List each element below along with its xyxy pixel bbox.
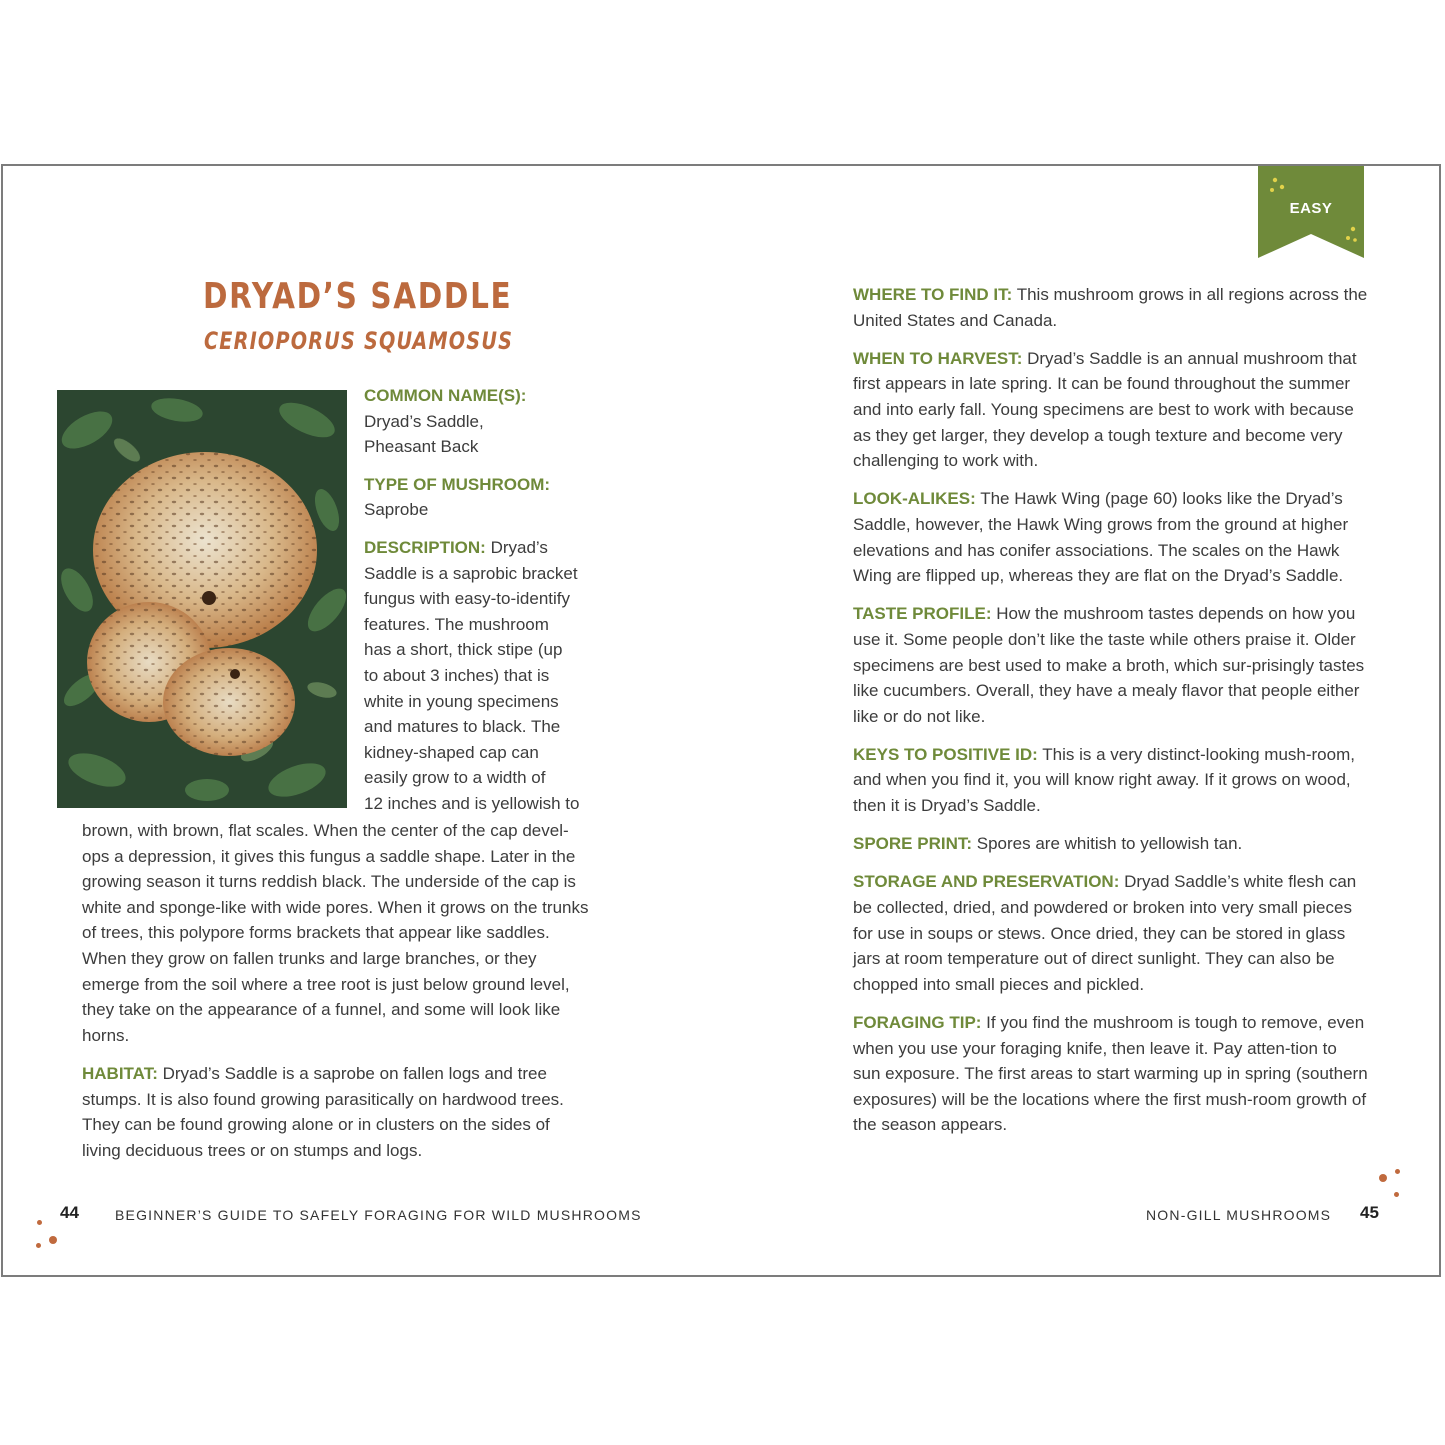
section-label: LOOK-ALIKES: [853, 489, 976, 509]
section-paragraph [853, 1010, 1368, 1138]
decorative-dot [1379, 1174, 1387, 1182]
section-text: This mushroom grows in all regions across the United States and Canada. [853, 285, 1368, 330]
page-number-right: 45 [1360, 1203, 1379, 1222]
description-line: 12 inches and is yellowish to [364, 793, 580, 813]
section-label: WHERE TO FIND IT: [853, 285, 1013, 304]
section-label: TASTE PROFILE: [853, 604, 992, 624]
species-title: DRYAD’S SADDLE [203, 276, 513, 317]
description-line: has a short, thick stipe (up [364, 640, 563, 660]
section-label: STORAGE AND PRESERVATION: [853, 872, 1120, 892]
description-line: white in young specimens [364, 691, 559, 711]
description-line: Dryad’s [485, 537, 548, 557]
section-paragraph [853, 869, 1368, 997]
description-line: fungus with easy-to-identify [364, 589, 570, 609]
description-line: and matures to black. The [364, 717, 561, 737]
common-names-line1: Dryad’s Saddle, [364, 411, 484, 431]
section-label: FORAGING TIP: [853, 1013, 982, 1032]
common-names-line2: Pheasant Back [364, 437, 479, 457]
decorative-dot [1395, 1169, 1400, 1174]
description-line: features. The mushroom [364, 614, 549, 634]
habitat-paragraph [82, 1061, 592, 1163]
section-label: WHEN TO HARVEST: [853, 348, 1023, 368]
decorative-dot [37, 1220, 42, 1225]
section-text: Dryad Saddle’s white flesh can be collected, dried, and powdered or broken into very small pieces for use in soups or stews. Once dried, they can be stored in glass jars at room temperature out of direct sunlight. They can also be chopped into small pieces and pickled. [853, 872, 1357, 994]
common-names-label: COMMON NAME(S): [364, 386, 527, 405]
mushroom-photo [57, 390, 347, 808]
type-label: TYPE OF MUSHROOM: [364, 474, 551, 494]
section-paragraph [853, 831, 1368, 857]
section-paragraph [853, 282, 1368, 333]
section-text: The Hawk Wing (page 60) looks like the Dryad’s Saddle, however, the Hawk Wing grows from the ground at higher elevations and has conifer associations. The scales on the Hawk Wing are flipped up, whereas they are flat on the Dryad’s Saddle. [853, 489, 1349, 586]
section-text: Dryad’s Saddle is an annual mushroom that first appears in late spring. It can be found throughout the summer and into early fall. Young specimens are best to work with because as they get larger, they develop a tough texture and become very challenging to work with. [853, 348, 1357, 471]
section-paragraph [853, 601, 1368, 729]
decorative-dot [36, 1243, 41, 1248]
decorative-dot [1394, 1192, 1399, 1197]
running-footer-right: NON-GILL MUSHROOMS [1146, 1207, 1332, 1223]
section-text: This is a very distinct-looking mush-room, and when you find it, you will know right away. If it grows on wood, then it is Dryad’s Saddle. [853, 744, 1355, 816]
section-paragraph [853, 346, 1368, 474]
type-value: Saprobe [364, 500, 429, 520]
description-line: kidney-shaped cap can [364, 742, 539, 762]
section-paragraph [853, 486, 1368, 588]
decorative-dot [49, 1236, 57, 1244]
page-number-left: 44 [60, 1203, 79, 1222]
scientific-name: CERIOPORUS SQUAMOSUS [204, 327, 514, 355]
section-text: If you find the mushroom is tough to remove, even when you use your foraging knife, then leave it. Pay atten-tion to sun exposure. The first areas to start warming up in spring (southern exposures) will be the locations where the first mush-room growth of the season appears. [853, 1013, 1368, 1135]
section-label: KEYS TO POSITIVE ID: [853, 744, 1038, 764]
info-column [364, 383, 604, 817]
description-line: to about 3 inches) that is [364, 665, 550, 685]
description-wrapped [364, 535, 604, 817]
description-line: easily grow to a width of [364, 768, 546, 788]
description-body: brown, with brown, flat scales. When the center of the cap devel-ops a depression, it gives this fungus a saddle shape. Later in the growing season it turns reddish black. The underside of the cap is white and sponge-like with wide pores. When it grows on the trunks of trees, this polypore forms brackets that appear like saddles. When they grow on fallen trunks and large branches, or they emerge from the soil where a tree root is just below ground level, they take on the appearance of a funnel, and some will look like horns. [82, 821, 589, 1045]
details-column [853, 282, 1368, 1151]
section-text: How the mushroom tastes depends on how you use it. Some people don’t like the taste while others praise it. Older specimens are best used to make a broth, which sur-prisingly tastes like cucumbers. Overall, they have a mealy flavor that people either like or do not like. [853, 604, 1365, 726]
description-line: Saddle is a saprobic bracket [364, 563, 578, 583]
section-label: SPORE PRINT: [853, 834, 973, 854]
section-paragraph [853, 742, 1368, 819]
description-continued [82, 818, 592, 1163]
habitat-text: Dryad’s Saddle is a saprobe on fallen logs and tree stumps. It is also found growing parasitically on hardwood trees. They can be found growing alone or in clusters on the sides of living deciduous trees or on stumps and logs. [82, 1063, 564, 1160]
habitat-label: HABITAT: [82, 1063, 158, 1083]
description-label: DESCRIPTION: [364, 537, 486, 557]
running-footer-left: BEGINNER’S GUIDE TO SAFELY FORAGING FOR WILD MUSHROOMS [115, 1207, 642, 1223]
section-text: Spores are whitish to yellowish tan. [972, 834, 1243, 854]
difficulty-badge: EASY [1289, 200, 1333, 217]
